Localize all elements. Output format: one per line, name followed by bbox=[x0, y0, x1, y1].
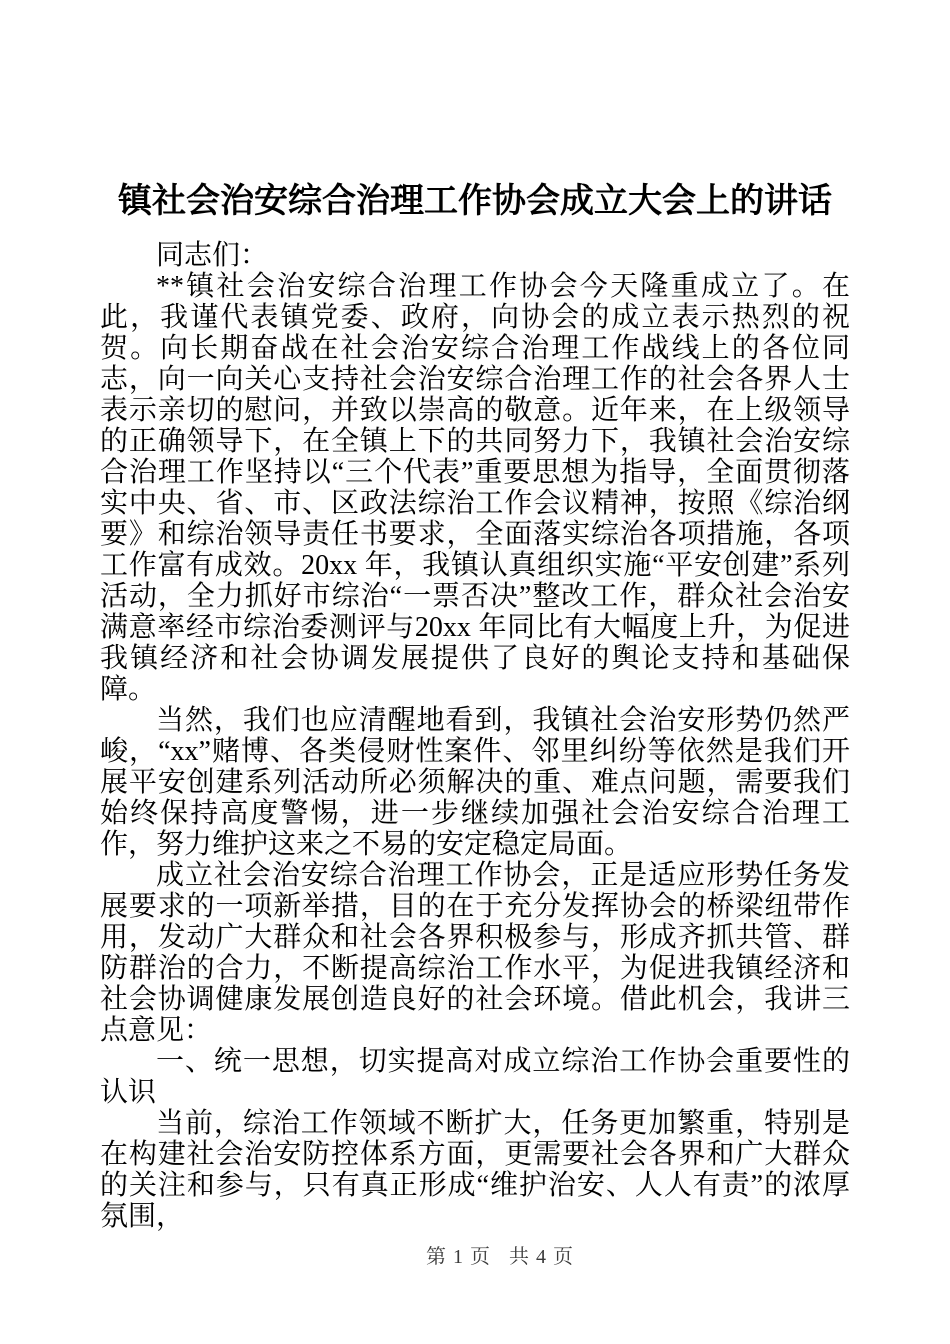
document-body bbox=[100, 240, 850, 1232]
page-footer bbox=[50, 1240, 950, 1269]
paragraph-security-situation: 当然，我们也应清醒地看到，我镇社会治安形势仍然严峻，“xx”赌博、各类侵财性案件、邻里纠纷等依然是我们开展平安创建系列活动所必须解决的重、难点问题，需要我们始终保持高度警惕，进一步继续加强社会治安综合治理工作，努力维护这来之不易的安定稳定局面。 bbox=[100, 705, 850, 860]
paragraph-section-heading-one: 一、统一思想，切实提高对成立综治工作协会重要性的认识 bbox=[100, 1046, 850, 1108]
paragraph-opening-congratulations: **镇社会治安综合治理工作协会今天隆重成立了。在此，我谨代表镇党委、政府，向协会的成立表示热烈的祝贺。向长期奋战在社会治安综合治理工作战线上的各位同志，向一向关心支持社会治安综合治理工作的社会各界人士表示亲切的慰问，并致以崇高的敬意。近年来，在上级领导的正确领导下，在全镇上下的共同努力下，我镇社会治安综合治理工作坚持以“三个代表”重要思想为指导，全面贯彻落实中央、省、市、区政法综治工作会议精神，按照《综治纲要》和综治领导责任书要求，全面落实综治各项措施，各项工作富有成效。20xx 年，我镇认真组织实施“平安创建”系列活动，全力抓好市综治“一票否决”整改工作，群众社会治安满意率经市综治委测评与20xx 年同比有大幅度上升，为促进我镇经济和社会协调发展提供了良好的舆论支持和基础保障。 bbox=[100, 271, 850, 705]
paragraph-salutation: 同志们： bbox=[156, 240, 269, 271]
total-pages-label: 共 4 页 bbox=[509, 1246, 574, 1268]
paragraph-current-work: 当前，综治工作领域不断扩大，任务更加繁重，特别是在构建社会治安防控体系方面，更需要社会各界和广大群众的关注和参与，只有真正形成“维护治安、人人有责”的浓厚氛围， bbox=[100, 1108, 850, 1232]
document-title: 镇社会治安综合治理工作协会成立大会上的讲话 bbox=[118, 183, 832, 220]
paragraph-association-purpose: 成立社会治安综合治理工作协会，正是适应形势任务发展要求的一项新举措，目的在于充分发挥协会的桥梁纽带作用，发动广大群众和社会各界积极参与，形成齐抓共管、群防群治的合力，不断提高综治工作水平，为促进我镇经济和社会协调健康发展创造良好的社会环境。借此机会，我讲三点意见： bbox=[100, 860, 850, 1046]
page-number-label: 第 1 页 bbox=[426, 1246, 491, 1268]
